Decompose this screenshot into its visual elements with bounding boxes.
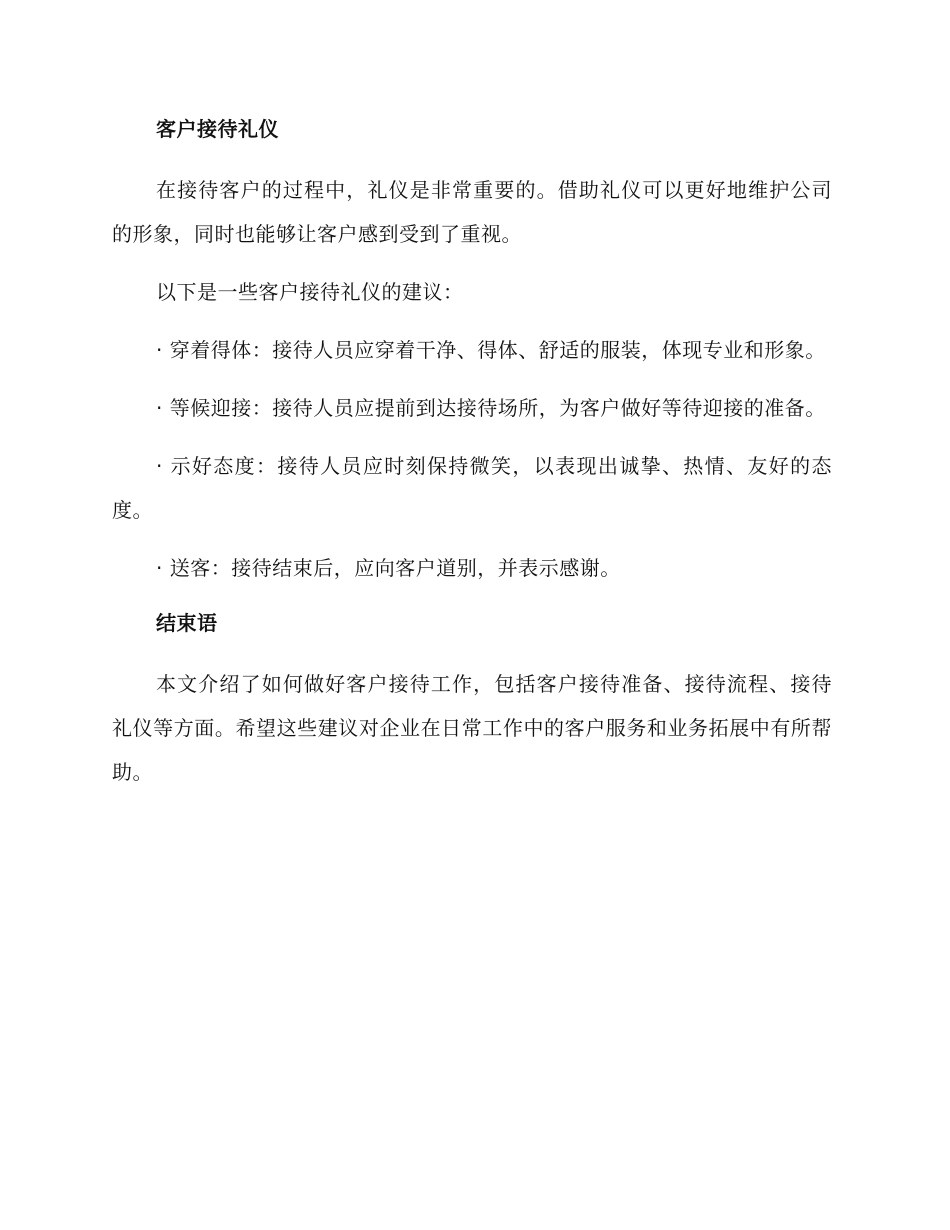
etiquette-item-attitude: · 示好态度：接待人员应时刻保持微笑，以表现出诚挚、热情、友好的态度。 — [112, 454, 832, 522]
document-page — [112, 110, 832, 808]
section-heading-etiquette: 客户接待礼仪 — [156, 117, 279, 141]
etiquette-intro-paragraph: 在接待客户的过程中，礼仪是非常重要的。借助礼仪可以更好地维护公司的形象，同时也能够让客户感到受到了重视。 — [112, 178, 832, 246]
etiquette-item-waiting: · 等候迎接：接待人员应提前到达接待场所，为客户做好等待迎接的准备。 — [156, 396, 826, 420]
conclusion-paragraph: 本文介绍了如何做好客户接待工作，包括客户接待准备、接待流程、接待礼仪等方面。希望这些建议对企业在日常工作中的客户服务和业务拓展中有所帮助。 — [112, 672, 832, 784]
section-heading-conclusion: 结束语 — [156, 611, 218, 635]
etiquette-item-farewell: · 送客：接待结束后，应向客户道别，并表示感谢。 — [156, 556, 621, 580]
etiquette-item-dress: · 穿着得体：接待人员应穿着干净、得体、舒适的服装，体现专业和形象。 — [156, 338, 826, 362]
etiquette-list-intro: 以下是一些客户接待礼仪的建议： — [156, 280, 464, 304]
